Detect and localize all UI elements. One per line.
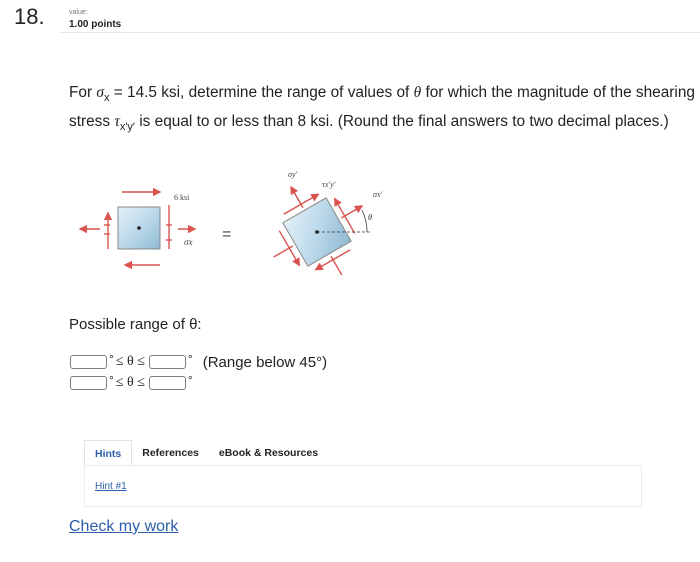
tab-references[interactable]: References (142, 447, 199, 459)
theta-angle-label: θ (368, 213, 372, 222)
original-element (80, 192, 195, 265)
range1-lower-input[interactable] (70, 355, 107, 369)
shear-label-6ksi: 6 ksi (174, 193, 190, 202)
range1-note: (Range below 45°) (202, 353, 328, 371)
question-text: For $\sigma_x = 14.5$ ksi, determine the range of values of θ for which the magnitude of the shearing stress $\tau_{x'y'}$ is equal to or less than 8 ksi. (Round the final answers to two decimal places.) (69, 84, 695, 134)
header-divider (60, 32, 700, 33)
range1-upper-input[interactable] (149, 355, 186, 369)
hint-1-link[interactable]: Hint #1 (95, 481, 127, 492)
stress-diagram (70, 165, 400, 275)
range1-symbol: ≤ θ ≤ (115, 354, 145, 369)
tau-xy-prime-label: τx′y′ (322, 180, 336, 189)
value-label: value: (69, 9, 88, 16)
range-title: Possible range of θ: (69, 316, 202, 333)
sigma-symbol: σ (96, 84, 104, 101)
stress-element-figure (70, 165, 400, 275)
sigma-y-prime-label: σy′ (288, 170, 298, 179)
range2-upper-input[interactable] (149, 376, 186, 390)
check-my-work-link[interactable]: Check my work (69, 518, 179, 535)
sigma-x-prime-label: σx′ (373, 190, 383, 199)
equals-sign: = (222, 226, 232, 243)
range2-lower-input[interactable] (70, 376, 107, 390)
question-number: 18. (14, 4, 45, 29)
hints-panel (84, 465, 642, 507)
range2-symbol: ≤ θ ≤ (115, 375, 145, 390)
range-row-2: ° ≤ θ ≤ ° (70, 375, 193, 391)
resource-tabs (84, 440, 328, 466)
points-value: 1.00 points (69, 19, 122, 30)
rotated-element (248, 165, 387, 275)
theta-symbol: θ (413, 84, 422, 101)
tau-symbol: τ (114, 113, 120, 131)
tab-hints[interactable]: Hints (84, 440, 132, 467)
tab-ebook-resources[interactable]: eBook & Resources (218, 447, 319, 459)
sigma-x-label: σx (184, 237, 193, 247)
range-row-1: ° ≤ θ ≤ ° (Range below 45°) (70, 354, 327, 370)
